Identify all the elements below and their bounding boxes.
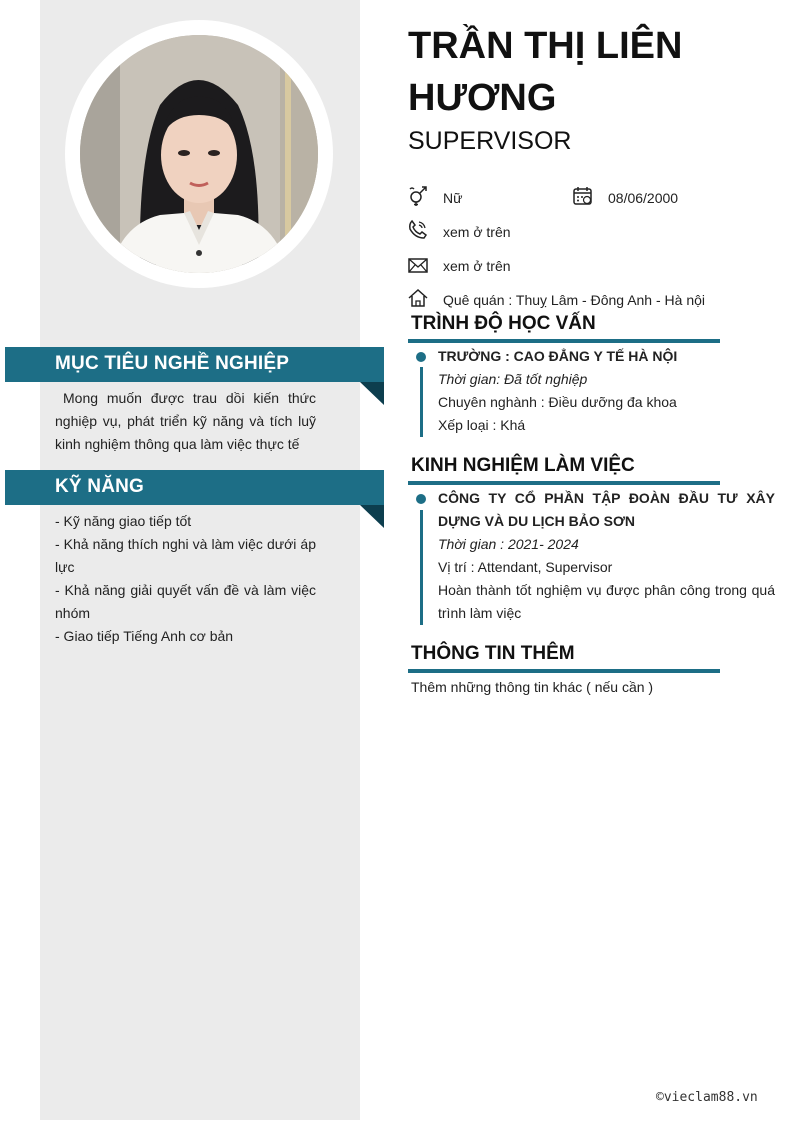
mail-icon <box>407 255 429 277</box>
experience-time: Thời gian : 2021- 2024 <box>438 536 579 552</box>
company-name: CÔNG TY CỔ PHẦN TẬP ĐOÀN ĐẦU TƯ XÂY DỰNG VÀ DU LỊCH BẢO SƠN <box>438 490 775 529</box>
extra-title: THÔNG TIN THÊM <box>411 643 575 664</box>
education-entry <box>438 345 775 437</box>
avatar <box>80 35 318 273</box>
home-icon <box>407 287 429 309</box>
skills-title: KỸ NĂNG <box>55 476 145 497</box>
job-title: SUPERVISOR <box>408 127 572 155</box>
education-timeline <box>420 367 423 437</box>
skills-list <box>55 510 316 648</box>
calendar-icon <box>572 185 594 207</box>
skills-ribbon <box>5 470 384 505</box>
experience-bullet <box>416 494 426 504</box>
full-name: TRẦN THỊ LIÊN HƯƠNG <box>408 25 683 119</box>
objective-ribbon-fold <box>360 382 384 405</box>
experience-entry <box>438 487 775 625</box>
education-time: Thời gian: Đã tốt nghiệp <box>438 371 588 387</box>
objective-title: MỤC TIÊU NGHỀ NGHIỆP <box>55 353 290 374</box>
gender-icon <box>407 185 429 207</box>
experience-description: Hoàn thành tốt nghiệm vụ được phân công trong quá trình làm việc <box>438 582 775 621</box>
education-major: Chuyên nghành : Điều dưỡng đa khoa <box>438 394 677 410</box>
skill-item: - Khả năng giải quyết vấn đề và làm việc nhóm <box>55 582 316 621</box>
watermark: ©vieclam88.vn <box>656 1090 758 1105</box>
gender-value: Nữ <box>443 190 463 206</box>
phone-value: xem ở trên <box>443 224 511 240</box>
experience-rule <box>408 481 720 485</box>
objective-ribbon <box>5 347 384 382</box>
phone-icon <box>407 219 429 241</box>
experience-title: KINH NGHIỆM LÀM VIỆC <box>411 455 635 476</box>
experience-timeline <box>420 510 423 625</box>
email-value: xem ở trên <box>443 258 511 274</box>
objective-text: Mong muốn được trau dồi kiến thức nghiệp vụ, phát triển kỹ năng và tích luỹ kinh nghiệm thông qua làm việc thực tế <box>55 390 316 452</box>
education-rule <box>408 339 720 343</box>
education-grade: Xếp loại : Khá <box>438 417 526 433</box>
extra-text: Thêm những thông tin khác ( nếu cần ) <box>411 679 654 695</box>
skills-ribbon-fold <box>360 505 384 528</box>
skill-item: - Kỹ năng giao tiếp tốt <box>55 513 192 529</box>
birthdate-value: 08/06/2000 <box>608 190 679 206</box>
hometown-value: Quê quán : Thuỵ Lâm - Đông Anh - Hà nội <box>443 292 706 308</box>
extra-rule <box>408 669 720 673</box>
experience-position: Vị trí : Attendant, Supervisor <box>438 559 613 575</box>
skill-item: - Khả năng thích nghi và làm việc dưới áp lực <box>55 536 316 575</box>
skill-item: - Giao tiếp Tiếng Anh cơ bản <box>55 628 234 644</box>
education-bullet <box>416 352 426 362</box>
education-title: TRÌNH ĐỘ HỌC VẤN <box>411 313 596 334</box>
school-name: TRƯỜNG : CAO ĐẲNG Y TẾ HÀ NỘI <box>438 348 678 364</box>
